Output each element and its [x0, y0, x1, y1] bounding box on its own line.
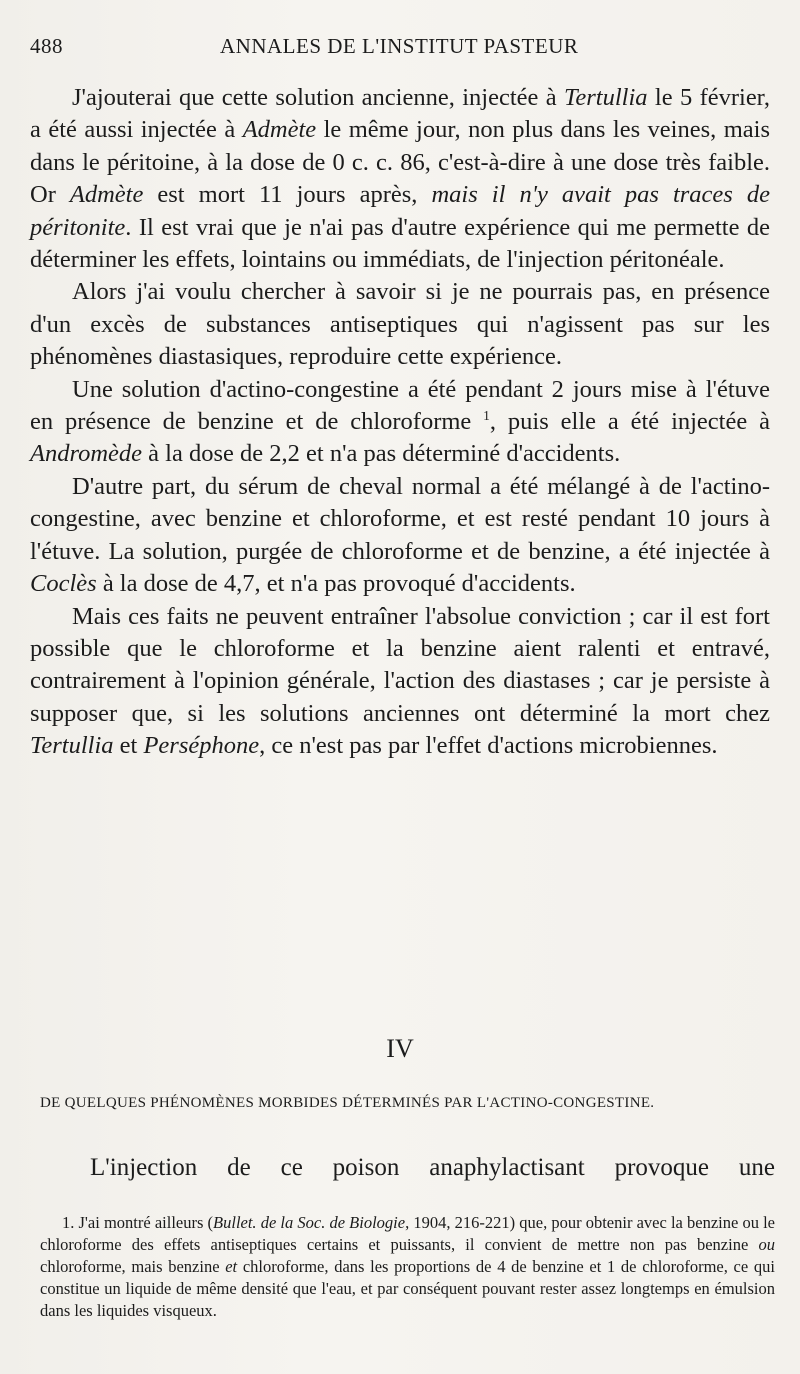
italic-text: Tertullia	[30, 732, 114, 760]
text-run: , 1904, 216-221) que, pour obtenir avec la benzine ou le chloroforme des effets antiseptiques certains et puissants, il convient de mettre non pas benzine	[40, 1213, 775, 1254]
footnote	[40, 1212, 775, 1322]
text-run: à la dose de 2,2 et n'a pas déterminé d'accidents.	[142, 440, 621, 468]
text-run: chloroforme, mais benzine	[40, 1257, 226, 1276]
paragraph	[30, 276, 770, 373]
section-number: IV	[386, 1034, 414, 1063]
italic-text: et	[225, 1257, 238, 1276]
italic-text: Coclès	[30, 570, 97, 598]
text-run: Mais ces faits ne peuvent entraîner l'absolue conviction ; car il est fort possible que le chloroforme et la benzine aient ralenti et entravé, contrairement à l'opinion générale, l'action des diastases ; car je persiste à supposer que, si les solutions anciennes ont déterminé la mort chez	[30, 602, 770, 727]
paragraph	[30, 374, 770, 471]
italic-text: Admète	[69, 181, 144, 209]
text-run: le même jour, non plus dans les veines, mais dans le péritoine, à la dose de 0 c. c. 86, c'est-à-dire à une dose très faible. Or	[30, 116, 770, 209]
text-run: , puis elle a été injectée à	[489, 408, 770, 436]
footnote-text	[40, 1212, 775, 1322]
italic-text: mais il n'y avait pas traces de péritonite	[30, 181, 770, 241]
italic-text: Bullet. de la Soc. de Biologie	[213, 1213, 406, 1232]
text-run: et	[113, 732, 144, 760]
paragraph	[30, 471, 770, 601]
italic-text: Admète	[242, 116, 317, 144]
body-text	[30, 82, 770, 763]
page-header	[30, 34, 780, 64]
italic-text: ou	[758, 1235, 775, 1254]
text-run: , ce n'est pas par l'effet d'actions microbiennes.	[259, 732, 718, 760]
text-run: D'autre part, du sérum de cheval normal a été mélangé à de l'actino-congestine, avec benzine et chloroforme, et est resté pendant 10 jours à l'étuve. La solution, purgée de chloroforme et de benzine, a été injectée à	[30, 472, 770, 565]
page-number: 488	[30, 34, 63, 58]
text-run: J'ajouterai que cette solution ancienne, injectée à	[72, 84, 565, 111]
text-run: . Il est vrai que je n'ai pas d'autre expérience qui me permette de déterminer les effets, lointains ou immédiats, de l'injection péritonéale.	[30, 213, 770, 274]
running-title: ANNALES DE L'INSTITUT PASTEUR	[220, 34, 579, 58]
section-intro-text: L'injection de ce poison anaphylactisant provoque une	[90, 1154, 775, 1181]
footnote-marker: 1	[483, 407, 490, 423]
italic-text: Perséphone	[143, 732, 260, 760]
text-run: à la dose de 4,7, et n'a pas provoqué d'accidents.	[96, 570, 576, 598]
text-run: Une solution d'actino-congestine a été pendant 2 jours mise à l'étuve en présence de benzine et de chloroforme	[30, 375, 770, 436]
italic-text: Andromède	[30, 440, 143, 468]
text-run: chloroforme, dans les proportions de 4 de benzine et 1 de chloroforme, ce qui constitue un liquide de même densité que l'eau, et par conséquent pouvant rester assez longtemps en émulsion dans les liquides visqueux.	[40, 1257, 775, 1320]
paragraph	[30, 82, 770, 276]
section-title: DE QUELQUES PHÉNOMÈNES MORBIDES DÉTERMINÉS PAR L'ACTINO-CONGESTINE.	[40, 1095, 655, 1111]
paragraph	[30, 601, 770, 763]
italic-text: Tertullia	[564, 84, 648, 111]
text-run: Alors j'ai voulu chercher à savoir si je ne pourrais pas, en présence d'un excès de substances antiseptiques qui n'agissent pas sur les phénomènes diastasiques, reproduire cette expérience.	[30, 278, 770, 371]
text-run: 1. J'ai montré ailleurs (	[62, 1213, 214, 1232]
text-run: le 5 février, a été aussi injectée à	[30, 84, 770, 144]
text-run: est mort 11 jours après,	[143, 181, 432, 209]
